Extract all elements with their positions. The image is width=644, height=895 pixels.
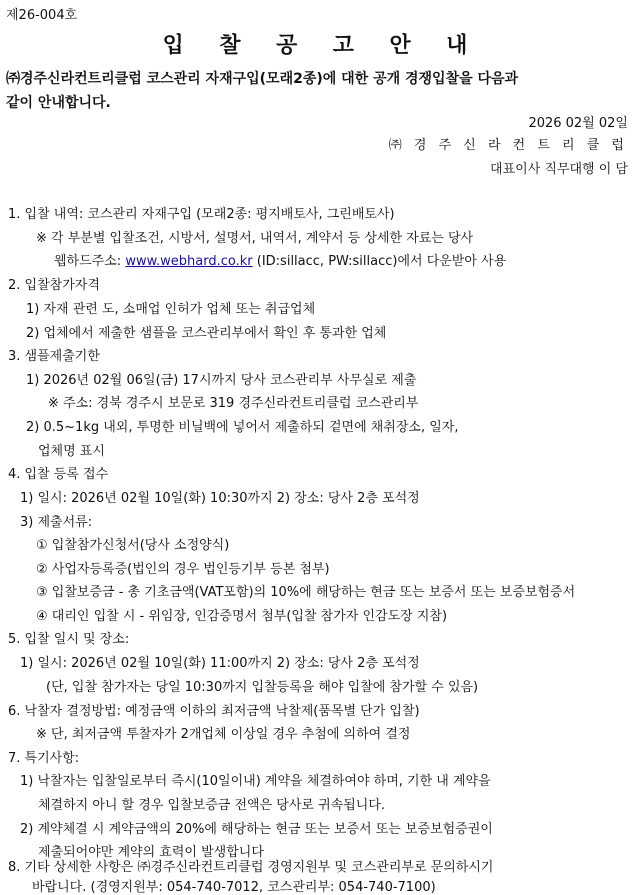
representative: 대표이사 직무대행 이 담 <box>490 162 628 177</box>
document-number: 제26-004호 <box>6 8 78 23</box>
section-8-line-2: 바랍니다. (경영지원부: 054-740-7012, 코스관리부: 054-740-7100) <box>32 880 436 895</box>
webhard-label: 웹하드주소: <box>54 254 126 269</box>
page-title: 입 찰 공 고 안 내 <box>162 32 482 58</box>
section-4-item-1: 1) 일시: 2026년 02월 10일(화) 10:30까지 2) 장소: 당사 2층 포석정 <box>20 491 420 506</box>
section-7-item-2-cont: 제출되어야만 계약의 효력이 발생합니다 <box>38 845 264 860</box>
organization-name: ㈜ 경 주 신 라 컨 트 리 클 럽 <box>388 138 628 153</box>
section-4-doc-2: ② 사업자등록증(법인의 경우 법인등기부 등본 첨부) <box>36 562 330 577</box>
section-7-title: 7. 특기사항: <box>8 751 80 766</box>
section-7-item-1-cont: 체결하지 아니 할 경우 입찰보증금 전액은 당사로 귀속됩니다. <box>38 798 386 813</box>
section-4-item-3: 3) 제출서류: <box>20 515 93 530</box>
issue-date: 2026 02월 02일 <box>528 116 628 131</box>
section-8-line-1: 8. 기타 상세한 사항은 ㈜경주신라컨트리클럽 경영지원부 및 코스관리부로 문의하시기 <box>8 860 494 875</box>
section-6-note: ※ 단, 최저금액 투찰자가 2개업체 이상일 경우 추첨에 의하여 결정 <box>36 727 411 742</box>
section-3-item-2-cont: 업체명 표시 <box>38 444 105 459</box>
section-7-item-2: 2) 계약체결 시 계약금액의 20%에 해당하는 현금 또는 보증서 또는 보증보험증권이 <box>20 822 493 837</box>
section-4-doc-1: ① 입찰참가신청서(당사 소정양식) <box>36 538 230 553</box>
section-2-title: 2. 입찰참가자격 <box>8 278 100 293</box>
section-1-note: ※ 각 부분별 입찰조건, 시방서, 설명서, 내역서, 계약서 등 상세한 자료는 당사 <box>36 231 474 246</box>
section-5-item-1: 1) 일시: 2026년 02월 10일(화) 11:00까지 2) 장소: 당사 2층 포석정 <box>20 656 420 671</box>
section-4-title: 4. 입찰 등록 접수 <box>8 467 109 482</box>
section-7-item-1: 1) 낙찰자는 입찰일로부터 즉시(10일이내) 계약을 체결하여야 하며, 기한 내 계약을 <box>20 774 491 789</box>
section-4-doc-4: ④ 대리인 입찰 시 - 위임장, 인감증명서 첨부(입찰 참가자 인감도장 지참) <box>36 609 448 624</box>
section-2-item-1: 1) 자재 관련 도, 소매업 인허가 업체 또는 취급업체 <box>26 302 316 317</box>
webhard-link[interactable]: www.webhard.co.kr <box>125 254 253 269</box>
section-3-title: 3. 샘플제출기한 <box>8 349 100 364</box>
section-3-item-2: 2) 0.5~1kg 내외, 투명한 비닐백에 넣어서 제출하되 겉면에 채취장소, 일자, <box>26 420 459 435</box>
section-5-title: 5. 입찰 일시 및 장소: <box>8 632 130 647</box>
section-3-address: ※ 주소: 경북 경주시 보문로 319 경주신라컨트리클럽 코스관리부 <box>48 396 419 411</box>
section-2-item-2: 2) 업체에서 제출한 샘플을 코스관리부에서 확인 후 통과한 업체 <box>26 326 387 341</box>
section-4-doc-3: ③ 입찰보증금 - 총 기초금액(VAT포함)의 10%에 해당하는 현금 또는 보증서 또는 보증보험증서 <box>36 585 576 600</box>
section-6-title: 6. 낙찰자 결정방법: 예정금액 이하의 최저금액 낙찰제(품목별 단가 입찰) <box>8 704 420 719</box>
intro-line-2: 같이 안내합니다. <box>6 95 111 111</box>
section-5-note: (단, 입찰 참가자는 당일 10:30까지 입찰등록을 해야 입찰에 참가할 수 있음) <box>46 680 479 695</box>
section-1-webhard-line <box>54 250 506 269</box>
intro-line-1: ㈜경주신라컨트리클럽 코스관리 자재구입(모래2종)에 대한 공개 경쟁입찰을 다음과 <box>6 71 519 87</box>
webhard-credentials: (ID:sillacc, PW:sillacc)에서 다운받아 사용 <box>252 254 507 269</box>
section-3-item-1: 1) 2026년 02월 06일(금) 17시까지 당사 코스관리부 사무실로 제출 <box>26 373 417 388</box>
section-1-title: 1. 입찰 내역: 코스관리 자재구입 (모래2종: 평지배토사, 그린배토사) <box>8 207 395 222</box>
